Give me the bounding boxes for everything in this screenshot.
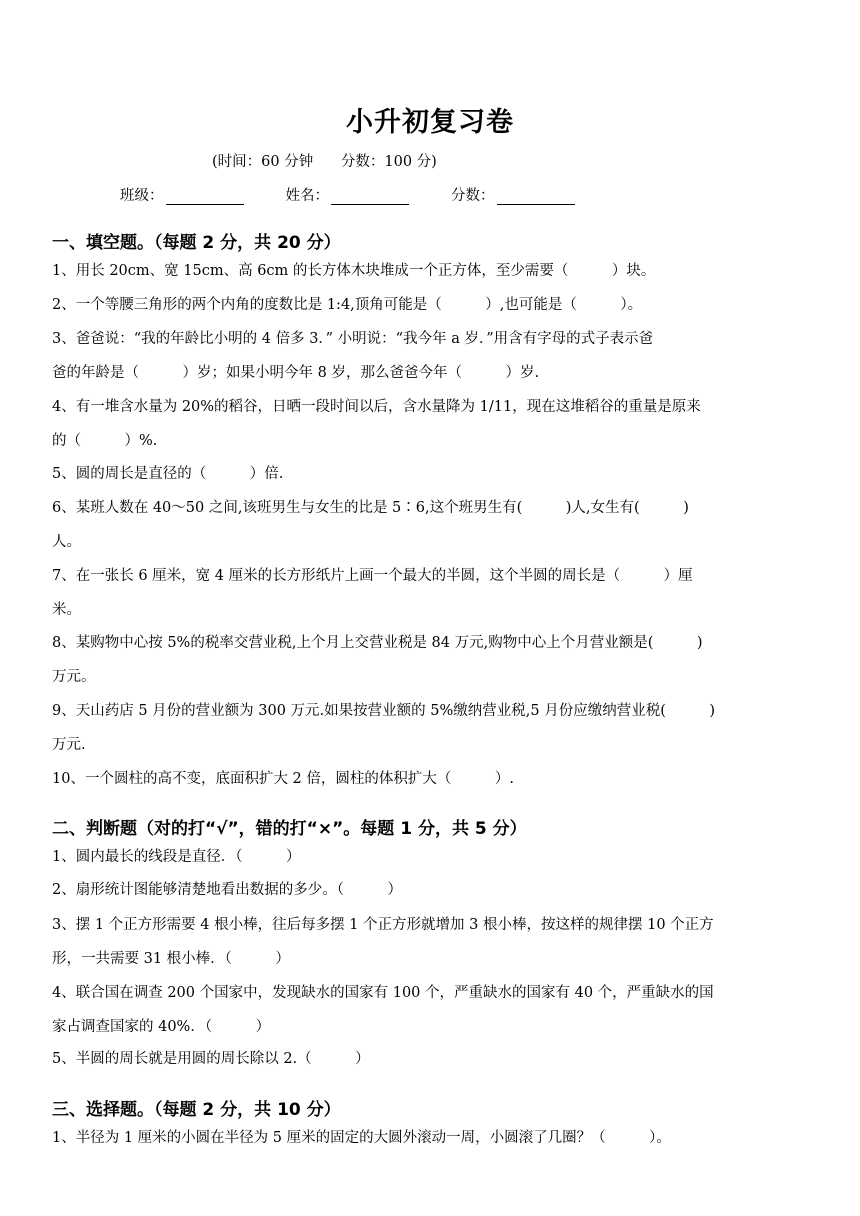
- question-line: 5、半圆的周长就是用圆的周长除以 2.（ ）: [52, 1051, 370, 1067]
- class-label: 班级：: [120, 188, 164, 204]
- question-item: [52, 762, 812, 796]
- page-title: 小升初复习卷: [346, 107, 514, 138]
- question-line: 5、圆的周长是直径的（ ）倍.: [52, 466, 284, 482]
- question-line: 人。: [52, 534, 81, 550]
- question-item: [52, 908, 812, 976]
- question-item: [52, 491, 812, 559]
- total-score: 分数：100 分): [340, 154, 437, 170]
- section-heading: 二、判断题（对的打“√”，错的打“×”。每题 1 分，共 5 分）: [52, 819, 527, 839]
- name-field: [286, 184, 410, 205]
- question-line: 1、圆内最长的线段是直径．（ ）: [52, 849, 301, 865]
- name-blank[interactable]: [331, 188, 409, 205]
- section-heading: 一、填空题。（每题 2 分，共 20 分）: [52, 233, 341, 253]
- question-item: [52, 840, 812, 874]
- question-item: [52, 288, 812, 322]
- question-item: [52, 626, 812, 694]
- question-line: 4、有一堆含水量为 20%的稻谷，日晒一段时间以后，含水量降为 1/11，现在这堆稻谷的重量是原来: [52, 399, 701, 415]
- question-item: [52, 1121, 812, 1155]
- question-line: 10、一个圆柱的高不变，底面积扩大 2 倍，圆柱的体积扩大（ ）.: [52, 771, 515, 787]
- question-item: [52, 559, 812, 627]
- question-line: 2、一个等腰三角形的两个内角的度数比是 1:4,顶角可能是（ ）,也可能是（ ）。: [52, 297, 643, 313]
- question-line: 6、某班人数在 40～50 之间,该班男生与女生的比是 5∶6,这个班男生有( )人,女生有( ): [52, 500, 689, 516]
- question-item: [52, 976, 812, 1044]
- question-line: 的（ ）%.: [52, 433, 158, 449]
- name-label: 姓名：: [285, 188, 329, 204]
- question-item: [52, 322, 812, 390]
- question-line: 万元。: [52, 669, 96, 685]
- score-label: 分数：: [451, 188, 495, 204]
- question-line: 8、某购物中心按 5%的税率交营业税,上个月上交营业税是 84 万元,购物中心上个月营业额是( ): [52, 635, 703, 651]
- question-line: 形，一共需要 31 根小棒．（ ）: [52, 951, 290, 967]
- question-item: [52, 390, 812, 458]
- question-item: [52, 873, 812, 907]
- question-line: 爸的年龄是（ ）岁；如果小明今年 8 岁，那么爸爸今年（ ）岁.: [52, 365, 540, 381]
- section-heading: 三、选择题。（每题 2 分，共 10 分）: [52, 1100, 341, 1120]
- question-line: 4、联合国在调查 200 个国家中，发现缺水的国家有 100 个，严重缺水的国家有 40 个，严重缺水的国: [52, 985, 714, 1001]
- class-field: [120, 184, 244, 205]
- question-line: 1、用长 20cm、宽 15cm、高 6cm 的长方体木块堆成一个正方体，至少需要（ ）块。: [52, 263, 656, 279]
- exam-meta: [212, 150, 437, 171]
- question-line: 1、半径为 1 厘米的小圆在半径为 5 厘米的固定的大圆外滚动一周，小圆滚了几圈？（ ）。: [52, 1130, 671, 1146]
- question-line: 米。: [52, 602, 81, 618]
- time-limit: (时间：60 分钟: [212, 154, 314, 170]
- question-item: [52, 457, 812, 491]
- question-item: [52, 1042, 812, 1076]
- question-line: 家占调查国家的 40%．（ ）: [52, 1019, 271, 1035]
- score-blank[interactable]: [497, 188, 575, 205]
- question-item: [52, 254, 812, 288]
- question-line: 2、扇形统计图能够清楚地看出数据的多少。（ ）: [52, 882, 402, 898]
- class-blank[interactable]: [166, 188, 244, 205]
- student-info-fields: [120, 184, 617, 205]
- score-field: [451, 184, 575, 205]
- question-line: 9、天山药店 5 月份的营业额为 300 万元.如果按营业额的 5%缴纳营业税,5 月份应缴纳营业税( ): [52, 703, 716, 719]
- question-line: 7、在一张长 6 厘米，宽 4 厘米的长方形纸片上画一个最大的半圆，这个半圆的周长是（ ）厘: [52, 568, 693, 584]
- question-line: 3、爸爸说：“我的年龄比小明的 4 倍多 3．” 小明说：“我今年 a 岁．”用含有字母的式子表示爸: [52, 331, 654, 347]
- question-line: 3、摆 1 个正方形需要 4 根小棒，往后每多摆 1 个正方形就增加 3 根小棒，按这样的规律摆 10 个正方: [52, 917, 714, 933]
- question-line: 万元.: [52, 737, 86, 753]
- question-item: [52, 694, 812, 762]
